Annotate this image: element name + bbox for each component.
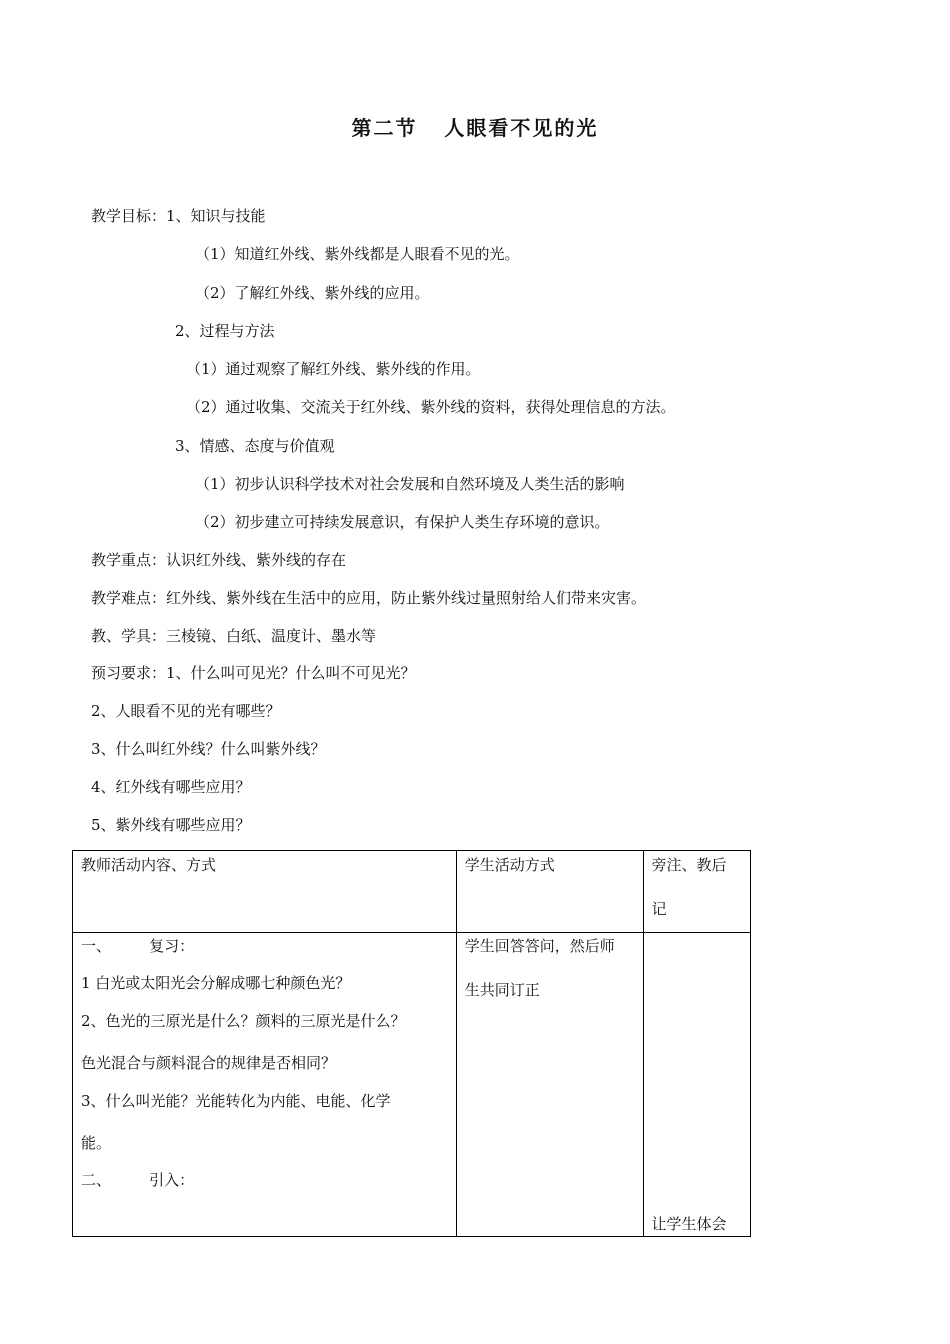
notes-cell xyxy=(643,933,751,1237)
teaching-tools: 教、学具：三棱镜、白纸、温度计、墨水等 xyxy=(91,627,377,645)
emotion-item-1: （1）初步认识科学技术对社会发展和自然环境及人类生活的影响 xyxy=(195,475,625,493)
teacher-line: 二、 引入： xyxy=(81,1171,195,1189)
header-student-label: 学生活动方式 xyxy=(464,856,555,874)
knowledge-item-1: （1）知道红外线、紫外线都是人眼看不见的光。 xyxy=(195,245,520,263)
table-row xyxy=(73,933,751,1237)
header-teacher-label: 教师活动内容、方式 xyxy=(81,856,217,874)
teacher-line: 能。 xyxy=(81,1134,112,1152)
knowledge-item-2: （2）了解红外线、紫外线的应用。 xyxy=(195,284,430,302)
preview-question-2: 2、人眼看不见的光有哪些？ xyxy=(91,702,281,720)
objectives-heading: 教学目标：1、知识与技能 xyxy=(91,207,266,225)
preview-question-3: 3、什么叫红外线？什么叫紫外线？ xyxy=(91,740,326,758)
student-activity-cell xyxy=(456,933,643,1237)
emotion-item-2: （2）初步建立可持续发展意识，有保护人类生存环境的意识。 xyxy=(195,513,610,531)
lesson-table xyxy=(72,850,751,1237)
student-line: 生共同订正 xyxy=(464,981,540,999)
header-notes xyxy=(643,851,751,933)
process-item-2: （2）通过收集、交流关于红外线、紫外线的资料，获得处理信息的方法。 xyxy=(186,398,676,416)
header-teacher-activity xyxy=(73,851,457,933)
preview-question-5: 5、紫外线有哪些应用？ xyxy=(91,816,251,834)
table-header-row xyxy=(73,851,751,933)
teacher-activity-cell xyxy=(73,933,457,1237)
header-student-activity xyxy=(456,851,643,933)
difficulty: 教学难点：红外线、紫外线在生活中的应用，防止紫外线过量照射给人们带来灾害。 xyxy=(91,589,647,607)
header-notes-line-1: 旁注、教后 xyxy=(651,856,727,874)
process-item-1: （1）通过观察了解红外线、紫外线的作用。 xyxy=(186,360,481,378)
preview-question-4: 4、红外线有哪些应用？ xyxy=(91,778,251,796)
teacher-line: 一、 复习： xyxy=(81,937,195,955)
student-line: 学生回答答问，然后师 xyxy=(464,937,615,955)
teacher-line: 2、色光的三原光是什么？颜料的三原光是什么？ xyxy=(81,1012,406,1030)
teacher-line: 3、什么叫光能？光能转化为内能、电能、化学 xyxy=(81,1092,391,1110)
teacher-line: 1 白光或太阳光会分解成哪七种颜色光？ xyxy=(81,974,351,992)
preview-question-1: 预习要求：1、什么叫可见光？什么叫不可见光？ xyxy=(91,664,416,682)
page-title: 第二节 人眼看不见的光 xyxy=(351,116,599,140)
teacher-line: 色光混合与颜料混合的规律是否相同？ xyxy=(81,1054,337,1072)
header-notes-line-2: 记 xyxy=(651,900,667,918)
emotion-heading: 3、情感、态度与价值观 xyxy=(175,437,335,455)
note-text: 让学生体会 xyxy=(651,1215,727,1233)
key-point: 教学重点：认识红外线、紫外线的存在 xyxy=(91,551,347,569)
process-heading: 2、过程与方法 xyxy=(175,322,275,340)
